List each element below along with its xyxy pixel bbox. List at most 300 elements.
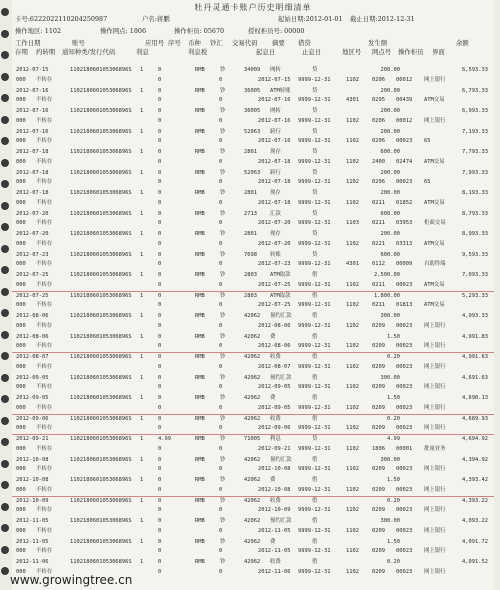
- transaction-row: [12, 353, 494, 362]
- txn-value-date: 2012-07-25: [258, 302, 291, 308]
- txn-account: 110218060105306896S: [70, 333, 132, 340]
- statement-title: 牡丹灵通卡账户历史明细清单: [194, 3, 312, 12]
- txn-code: 2713: [244, 210, 257, 217]
- txn-debit-credit: 贷: [312, 128, 318, 135]
- feed-hole: [1, 288, 9, 296]
- txn-app-no: 1: [140, 354, 144, 360]
- txn-end-date: 9999-12-31: [298, 322, 331, 329]
- txn-interest-tax: 0: [219, 302, 223, 308]
- txn-end-date: 9999-12-31: [298, 199, 331, 206]
- txn-balance: 6,593.33: [462, 67, 488, 73]
- txn-term: 000: [16, 343, 26, 349]
- txn-cash-remit: 钞: [220, 87, 226, 94]
- row-divider: [12, 434, 494, 435]
- txn-amount: 300.00: [380, 456, 400, 463]
- txn-account: 110218060105306896S: [70, 538, 132, 545]
- txn-amount: 200.00: [380, 169, 400, 176]
- col-header-renew-term: 约转期: [36, 48, 56, 56]
- txn-channel: 网上银行: [424, 343, 446, 349]
- txn-amount: 0.20: [387, 559, 400, 565]
- txn-code: 42062: [244, 518, 261, 524]
- txn-term: 000: [16, 527, 26, 534]
- col-header-app-no: 应用号: [145, 39, 165, 47]
- txn-value-date: 2012-07-18: [258, 199, 291, 206]
- txn-cash-remit: 钞: [220, 477, 226, 483]
- txn-code: 2803: [244, 272, 257, 278]
- row-divider: [12, 291, 494, 292]
- transaction-detail-row: [12, 527, 494, 536]
- txn-area: 1102: [346, 404, 359, 411]
- txn-cash-remit: 钞: [220, 128, 226, 135]
- txn-debit-credit: 借: [312, 456, 318, 463]
- txn-teller: 00023: [396, 384, 413, 390]
- transaction-detail-row: [12, 96, 494, 105]
- txn-renew-status: 不转存: [36, 76, 53, 83]
- col-header-value-date: 起息日: [256, 48, 276, 56]
- txn-date: 2012-09-05: [16, 374, 49, 381]
- feed-hole: [1, 116, 9, 124]
- txn-interest: 0: [158, 240, 162, 247]
- txn-seq: 0: [158, 538, 162, 545]
- txn-account: 110218060105306896S: [70, 190, 132, 196]
- txn-app-no: 1: [140, 87, 144, 94]
- txn-teller: 00023: [396, 404, 413, 411]
- txn-balance: 4,991.83: [462, 333, 488, 340]
- txn-balance: 7,793.33: [462, 149, 488, 155]
- txn-interest-tax: 0: [219, 445, 223, 452]
- txn-date: 2012-07-18: [16, 190, 49, 196]
- feed-hole: [1, 438, 9, 446]
- txn-date: 2012-07-16: [16, 108, 49, 114]
- feed-hole: [1, 417, 9, 425]
- txn-balance: 4,991.63: [462, 354, 488, 360]
- txn-date: 2012-08-06: [16, 333, 49, 340]
- txn-account: 110218060105306896S: [70, 395, 132, 401]
- txn-currency: RMB: [195, 231, 205, 237]
- txn-date: 2012-09-06: [16, 415, 49, 422]
- transaction-row: [12, 169, 494, 178]
- txn-code: 36005: [244, 108, 261, 114]
- txn-account: 110218060105306896S: [70, 415, 132, 422]
- txn-balance: 4,993.33: [462, 313, 488, 319]
- txn-branch: 0209: [372, 486, 385, 493]
- txn-end-date: 9999-12-31: [298, 302, 331, 308]
- transaction-detail-row: [12, 158, 494, 167]
- txn-interest: 0: [158, 527, 162, 534]
- txn-end-date: 9999-12-31: [298, 445, 331, 452]
- txn-area: 1102: [346, 343, 359, 349]
- txn-code: 42062: [244, 559, 261, 565]
- txn-interest: 0: [158, 302, 162, 308]
- txn-interest-tax: 0: [219, 425, 223, 431]
- col-header-area: 地区号: [342, 48, 362, 56]
- txn-term: 000: [16, 486, 26, 493]
- txn-area: 1102: [346, 302, 359, 308]
- txn-memo: 收费: [270, 559, 281, 565]
- col-header-seq: 序号: [168, 39, 181, 47]
- txn-area: 1102: [346, 240, 359, 247]
- txn-balance: 8,793.33: [462, 210, 488, 217]
- transaction-row: [12, 497, 494, 506]
- feed-hole: [1, 159, 9, 167]
- txn-date: 2012-10-09: [16, 497, 49, 504]
- txn-currency: RMB: [195, 354, 205, 360]
- txn-area: 1102: [346, 548, 359, 554]
- txn-currency: RMB: [195, 497, 205, 504]
- txn-renew-status: 不转存: [36, 527, 53, 534]
- txn-value-date: 2012-09-05: [258, 404, 291, 411]
- txn-balance: 8,193.33: [462, 190, 488, 196]
- txn-seq: 0: [158, 354, 162, 360]
- txn-term: 000: [16, 281, 26, 288]
- feed-hole: [1, 73, 9, 81]
- transaction-row: [12, 107, 494, 116]
- txn-app-no: 1: [140, 210, 144, 217]
- txn-amount: 2,500.00: [374, 272, 400, 278]
- txn-memo: 费: [270, 333, 276, 340]
- txn-interest: 0: [158, 97, 162, 103]
- txn-term: 000: [16, 568, 26, 575]
- txn-teller: 01813: [396, 302, 413, 308]
- txn-amount: 600.00: [380, 210, 400, 217]
- txn-account: 110218060105306896S: [70, 272, 132, 278]
- txn-amount: 1.50: [387, 477, 400, 483]
- transaction-row: [12, 312, 494, 321]
- feed-hole: [1, 481, 9, 489]
- txn-end-date: 9999-12-31: [298, 568, 331, 575]
- txn-balance: 4,394.92: [462, 456, 488, 463]
- txn-interest: 0: [158, 343, 162, 349]
- col-header-balance: 余额: [456, 39, 469, 47]
- txn-account: 110218060105306896S: [70, 477, 132, 483]
- txn-debit-credit: 贷: [312, 210, 318, 217]
- txn-balance: 4,694.92: [462, 436, 488, 442]
- txn-seq: 0: [158, 108, 162, 114]
- txn-term: 000: [16, 138, 26, 144]
- statement-page: [12, 0, 494, 590]
- txn-value-date: 2012-08-06: [258, 322, 291, 329]
- txn-branch: 0209: [372, 548, 385, 554]
- txn-seq: 0: [158, 518, 162, 524]
- txn-renew-status: 不转存: [36, 302, 53, 308]
- txn-memo: ATM取款: [270, 292, 291, 299]
- txn-renew-status: 不转存: [36, 486, 53, 493]
- txn-teller: 00023: [396, 527, 413, 534]
- txn-debit-credit: 借: [312, 313, 318, 319]
- txn-end-date: 9999-12-31: [298, 363, 331, 370]
- transaction-row: [12, 456, 494, 465]
- txn-interest: 0: [158, 363, 162, 370]
- feed-hole: [1, 352, 9, 360]
- col-header-account: 账号: [72, 39, 85, 47]
- txn-renew-status: 不转存: [36, 179, 53, 185]
- feed-hole: [1, 202, 9, 210]
- txn-branch: 0211: [372, 302, 385, 308]
- txn-end-date: 9999-12-31: [298, 527, 331, 534]
- transaction-detail-row: [12, 445, 494, 454]
- txn-amount: 4.99: [387, 436, 400, 442]
- txn-channel: ATM交易: [424, 281, 445, 288]
- txn-balance: 4,093.22: [462, 518, 488, 524]
- txn-term: 000: [16, 261, 26, 267]
- txn-seq: 0: [158, 272, 162, 278]
- txn-channel: 网上银行: [424, 527, 446, 534]
- txn-debit-credit: 借: [312, 354, 318, 360]
- transaction-row: [12, 210, 494, 219]
- txn-debit-credit: 贷: [312, 67, 318, 73]
- txn-balance: 6,793.33: [462, 87, 488, 94]
- txn-channel: 65: [424, 179, 431, 185]
- txn-currency: RMB: [195, 108, 205, 114]
- txn-area: 1102: [346, 76, 359, 83]
- txn-interest-tax: 0: [219, 117, 223, 124]
- transaction-row: [12, 230, 494, 239]
- txn-app-no: 1: [140, 518, 144, 524]
- txn-amount: 1,800.00: [374, 292, 400, 299]
- txn-memo: 费: [270, 395, 276, 401]
- transaction-row: [12, 128, 494, 137]
- txn-cash-remit: 钞: [220, 272, 226, 278]
- txn-debit-credit: 贷: [312, 251, 318, 258]
- txn-debit-credit: 贷: [312, 190, 318, 196]
- txn-seq: 0: [158, 169, 162, 176]
- txn-amount: 0.20: [387, 415, 400, 422]
- feed-hole: [1, 8, 9, 16]
- txn-interest-tax: 0: [219, 199, 223, 206]
- txn-channel: 网上银行: [424, 548, 446, 554]
- txn-channel: ATM交易: [424, 199, 445, 206]
- transaction-detail-row: [12, 219, 494, 228]
- transaction-detail-row: [12, 342, 494, 351]
- txn-term: 000: [16, 76, 26, 83]
- transaction-row: [12, 476, 494, 485]
- txn-end-date: 9999-12-31: [298, 384, 331, 390]
- txn-debit-credit: 借: [312, 518, 318, 524]
- txn-app-no: 1: [140, 231, 144, 237]
- txn-teller: 00009: [396, 261, 413, 267]
- txn-area: 1102: [346, 179, 359, 185]
- txn-channel: ATM交易: [424, 158, 445, 165]
- txn-amount: 600.00: [380, 149, 400, 155]
- txn-teller: 00023: [396, 179, 413, 185]
- txn-value-date: 2012-07-16: [258, 117, 291, 124]
- txn-branch: 0206: [372, 138, 385, 144]
- feed-hole: [1, 51, 9, 59]
- txn-app-no: 1: [140, 415, 144, 422]
- txn-channel: 网上银行: [424, 486, 446, 493]
- txn-area: 1102: [346, 527, 359, 534]
- txn-area: 4301: [346, 97, 359, 103]
- txn-cash-remit: 钞: [220, 251, 226, 258]
- txn-debit-credit: 借: [312, 292, 318, 299]
- txn-code: 42062: [244, 538, 261, 545]
- txn-balance: 7,093.33: [462, 272, 488, 278]
- txn-account: 110218060105306896S: [70, 169, 132, 176]
- txn-renew-status: 不转存: [36, 466, 53, 472]
- transaction-detail-row: [12, 547, 494, 556]
- txn-interest-tax: 0: [219, 363, 223, 370]
- txn-memo: 预约汇款: [270, 313, 292, 319]
- transaction-detail-row: [12, 506, 494, 515]
- transaction-row: [12, 251, 494, 260]
- row-divider: [12, 352, 494, 353]
- transaction-row: [12, 394, 494, 403]
- txn-channel: 网上银行: [424, 384, 446, 390]
- txn-channel: 网上银行: [424, 363, 446, 370]
- feed-hole: [1, 137, 9, 145]
- transaction-detail-row: [12, 199, 494, 208]
- txn-term: 000: [16, 158, 26, 165]
- transaction-detail-row: [12, 465, 494, 474]
- txn-value-date: 2012-10-09: [258, 507, 291, 513]
- txn-term: 000: [16, 404, 26, 411]
- txn-cash-remit: 钞: [220, 436, 226, 442]
- transaction-detail-row: [12, 76, 494, 85]
- txn-area: 1102: [346, 322, 359, 329]
- txn-app-no: 1: [140, 128, 144, 135]
- account-holder: 户名:蒋鹏: [142, 15, 170, 23]
- txn-date: 2012-11-05: [16, 518, 49, 524]
- txn-teller: 00012: [396, 76, 413, 83]
- txn-app-no: 1: [140, 333, 144, 340]
- txn-currency: RMB: [195, 456, 205, 463]
- transaction-detail-row: [12, 281, 494, 290]
- txn-seq: 0: [158, 497, 162, 504]
- txn-balance: 4,393.22: [462, 497, 488, 504]
- txn-memo: 现存: [270, 231, 281, 237]
- transaction-detail-row: [12, 117, 494, 126]
- txn-term: 000: [16, 466, 26, 472]
- txn-code: 52063: [244, 128, 261, 135]
- col-header-teller: 操作柜员: [398, 48, 424, 56]
- txn-code: 2801: [244, 231, 257, 237]
- txn-term: 000: [16, 117, 26, 124]
- feed-hole: [1, 503, 9, 511]
- feed-hole: [1, 395, 9, 403]
- txn-currency: RMB: [195, 272, 205, 278]
- txn-end-date: 9999-12-31: [298, 548, 331, 554]
- col-header-term: 存期: [15, 48, 28, 56]
- txn-app-no: 1: [140, 292, 144, 299]
- txn-value-date: 2012-07-16: [258, 97, 291, 103]
- txn-app-no: 1: [140, 169, 144, 176]
- txn-currency: RMB: [195, 477, 205, 483]
- txn-account: 110218060105306896S: [70, 374, 132, 381]
- txn-account: 110218060105306896S: [70, 108, 132, 114]
- txn-area: 1102: [346, 117, 359, 124]
- txn-amount: 200.00: [380, 231, 400, 237]
- txn-code: 42062: [244, 354, 261, 360]
- txn-branch: 0209: [372, 568, 385, 575]
- txn-amount: 200.00: [380, 87, 400, 94]
- txn-balance: 7,993.33: [462, 169, 488, 176]
- txn-account: 110218060105306896S: [70, 149, 132, 155]
- txn-end-date: 9999-12-31: [298, 179, 331, 185]
- txn-value-date: 2012-07-20: [258, 220, 291, 226]
- txn-cash-remit: 钞: [220, 415, 226, 422]
- txn-branch: 0209: [372, 322, 385, 329]
- txn-amount: 300.00: [380, 518, 400, 524]
- txn-date: 2012-07-18: [16, 149, 49, 155]
- txn-currency: RMB: [195, 128, 205, 135]
- txn-branch: 0209: [372, 507, 385, 513]
- txn-date: 2012-11-05: [16, 538, 49, 545]
- txn-branch: 0206: [372, 117, 385, 124]
- txn-term: 000: [16, 507, 26, 513]
- txn-code: 42062: [244, 313, 261, 319]
- txn-teller: 00439: [396, 97, 413, 103]
- txn-debit-credit: 贷: [312, 87, 318, 94]
- txn-interest: 0: [158, 568, 162, 575]
- txn-code: 52063: [244, 169, 261, 176]
- txn-currency: RMB: [195, 395, 205, 401]
- txn-cash-remit: 钞: [220, 538, 226, 545]
- txn-channel: 网上银行: [424, 568, 446, 575]
- txn-cash-remit: 钞: [220, 456, 226, 463]
- txn-interest: 0: [158, 466, 162, 472]
- transaction-detail-row: [12, 240, 494, 249]
- col-header-end-date: 止息日: [302, 48, 322, 56]
- txn-cash-remit: 钞: [220, 497, 226, 504]
- txn-code: 42062: [244, 456, 261, 463]
- txn-term: 000: [16, 322, 26, 329]
- txn-amount: 1.50: [387, 538, 400, 545]
- txn-branch: 0209: [372, 527, 385, 534]
- txn-app-no: 1: [140, 436, 144, 442]
- transaction-row: [12, 538, 494, 547]
- operation-branch: 操作网点: 1806: [100, 27, 147, 35]
- txn-interest: 0: [158, 404, 162, 411]
- txn-area: 1102: [346, 445, 359, 452]
- txn-interest: 0: [158, 117, 162, 124]
- txn-seq: 0: [158, 292, 162, 299]
- txn-channel: 网上银行: [424, 507, 446, 513]
- txn-memo: 收费: [270, 497, 281, 504]
- txn-branch: 2400: [372, 158, 385, 165]
- txn-channel: ATM交易: [424, 302, 445, 308]
- txn-seq: 0: [158, 333, 162, 340]
- txn-currency: RMB: [195, 374, 205, 381]
- transaction-detail-row: [12, 322, 494, 331]
- txn-app-no: 1: [140, 67, 144, 73]
- txn-currency: RMB: [195, 67, 205, 73]
- txn-date: 2012-07-16: [16, 128, 49, 135]
- txn-cash-remit: 钞: [220, 190, 226, 196]
- txn-date: 2012-11-06: [16, 559, 49, 565]
- txn-code: 42062: [244, 395, 261, 401]
- txn-seq: 0: [158, 149, 162, 155]
- txn-interest-tax: 0: [219, 568, 223, 575]
- txn-currency: RMB: [195, 190, 205, 196]
- txn-area: 1102: [346, 138, 359, 144]
- txn-value-date: 2012-07-20: [258, 240, 291, 247]
- txn-debit-credit: 借: [312, 477, 318, 483]
- feed-hole: [1, 180, 9, 188]
- txn-area: 1102: [346, 486, 359, 493]
- col-header-interest-tax: 利息税: [188, 48, 208, 56]
- txn-seq: 4.99: [158, 436, 171, 442]
- txn-term: 000: [16, 302, 26, 308]
- txn-cash-remit: 钞: [220, 559, 226, 565]
- txn-interest-tax: 0: [219, 384, 223, 390]
- txn-amount: 0.20: [387, 497, 400, 504]
- txn-area: 1102: [346, 158, 359, 165]
- txn-balance: 4,091.52: [462, 559, 488, 565]
- txn-term: 000: [16, 425, 26, 431]
- txn-memo: ATM转账: [270, 87, 291, 94]
- txn-seq: 0: [158, 87, 162, 94]
- txn-currency: RMB: [195, 251, 205, 258]
